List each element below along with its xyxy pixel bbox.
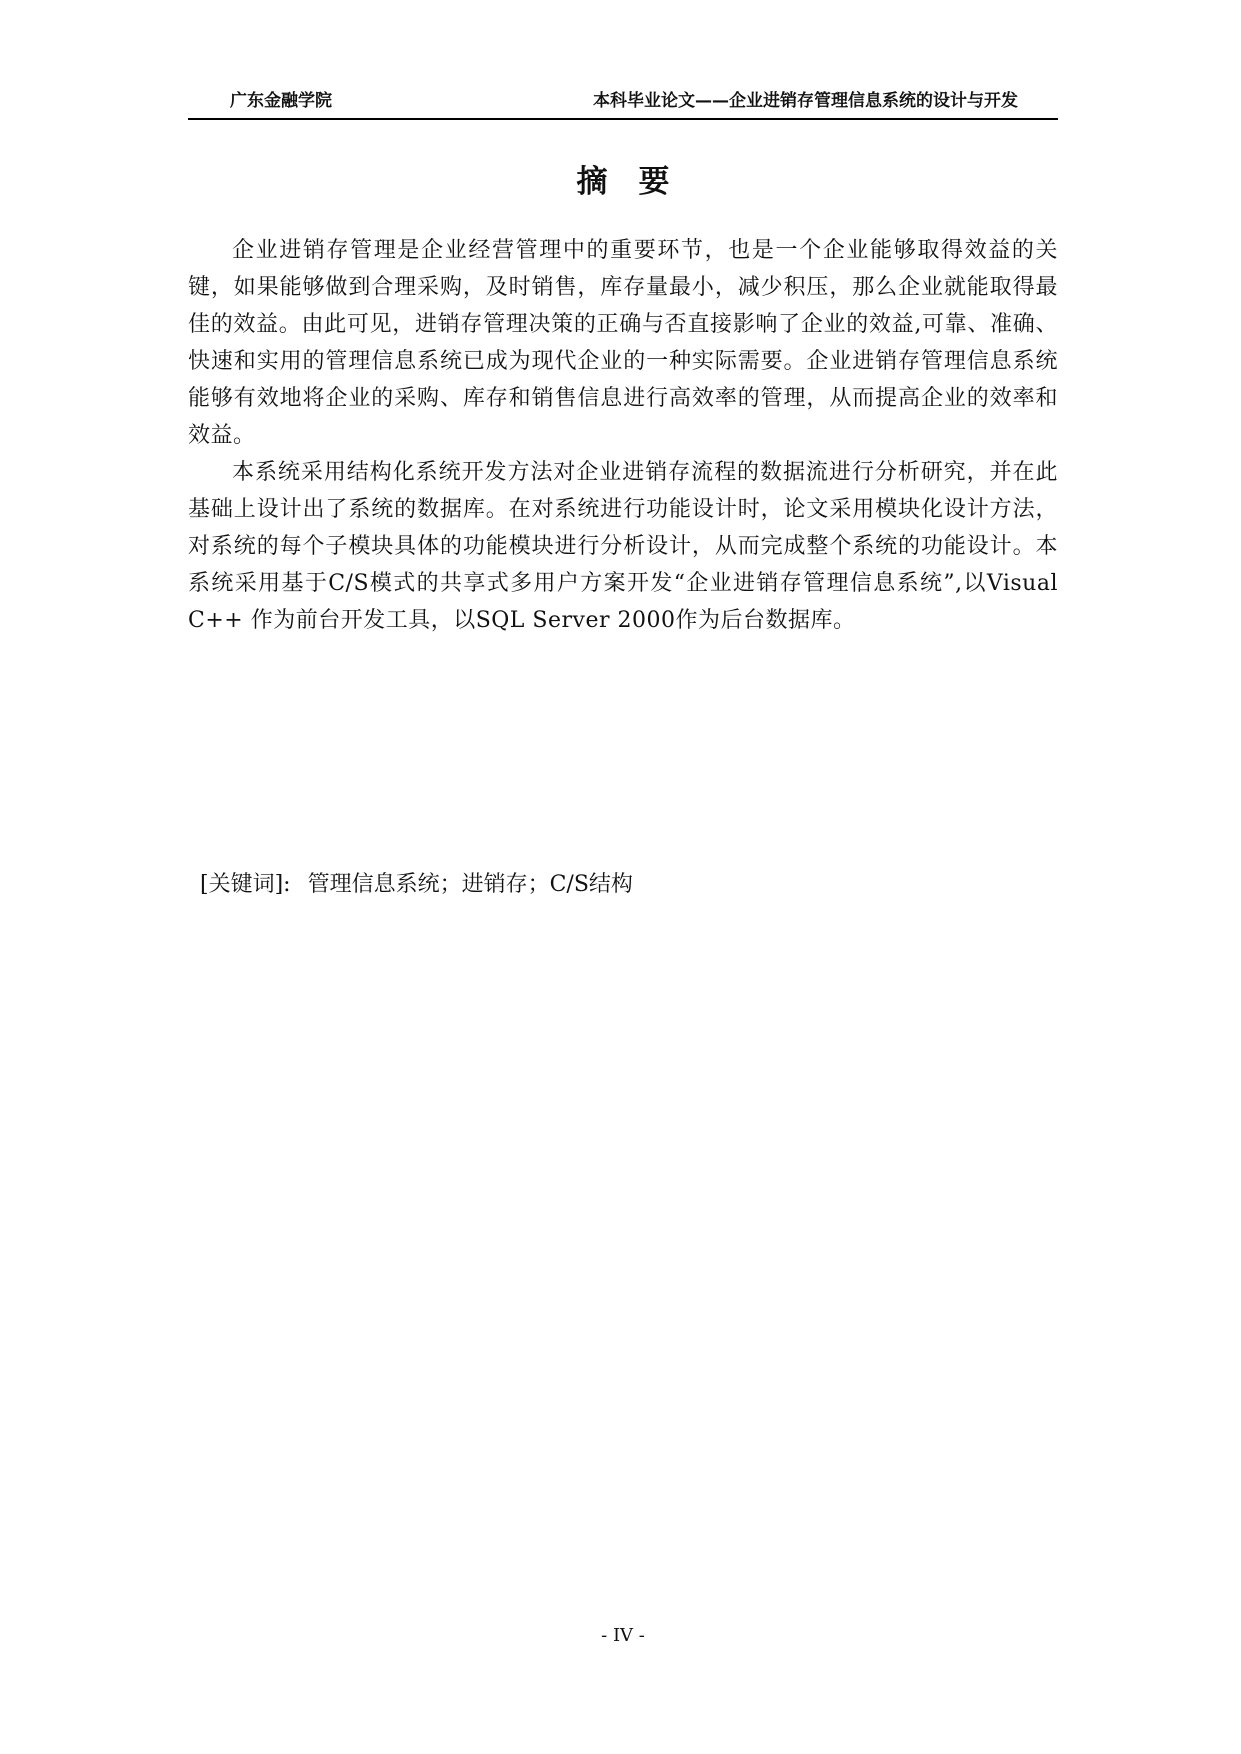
- keywords-label: [关键词]:: [200, 872, 291, 897]
- page-number: - IV -: [601, 1625, 645, 1646]
- page-header: [188, 84, 1058, 120]
- abstract-body: [188, 232, 1058, 639]
- header-thesis-title: 本科毕业论文——企业进销存管理信息系统的设计与开发: [593, 91, 1018, 111]
- abstract-title: 摘 要: [576, 164, 670, 200]
- header-institution: 广东金融学院: [230, 91, 332, 111]
- abstract-paragraph-2: 本系统采用结构化系统开发方法对企业进销存流程的数据流进行分析研究，并在此基础上设计出了系统的数据库。在对系统进行功能设计时，论文采用模块化设计方法，对系统的每个子模块具体的功能模块进行分析设计，从而完成整个系统的功能设计。本系统采用基于C/S模式的共享式多用户方案开发“企业进销存管理信息系统”,以Visual C++ 作为前台开发工具，以SQL Server 2000作为后台数据库。: [188, 460, 1058, 633]
- keywords-terms: 管理信息系统；进销存；C/S结构: [307, 872, 633, 897]
- abstract-paragraph-1: 企业进销存管理是企业经营管理中的重要环节，也是一个企业能够取得效益的关键，如果能够做到合理采购，及时销售，库存量最小，减少积压，那么企业就能取得最佳的效益。由此可见，进销存管理决策的正确与否直接影响了企业的效益,可靠、准确、快速和实用的管理信息系统已成为现代企业的一种实际需要。企业进销存管理信息系统能够有效地将企业的采购、库存和销售信息进行高效率的管理，从而提高企业的效率和效益。: [188, 238, 1058, 448]
- keywords-line: [200, 866, 1040, 903]
